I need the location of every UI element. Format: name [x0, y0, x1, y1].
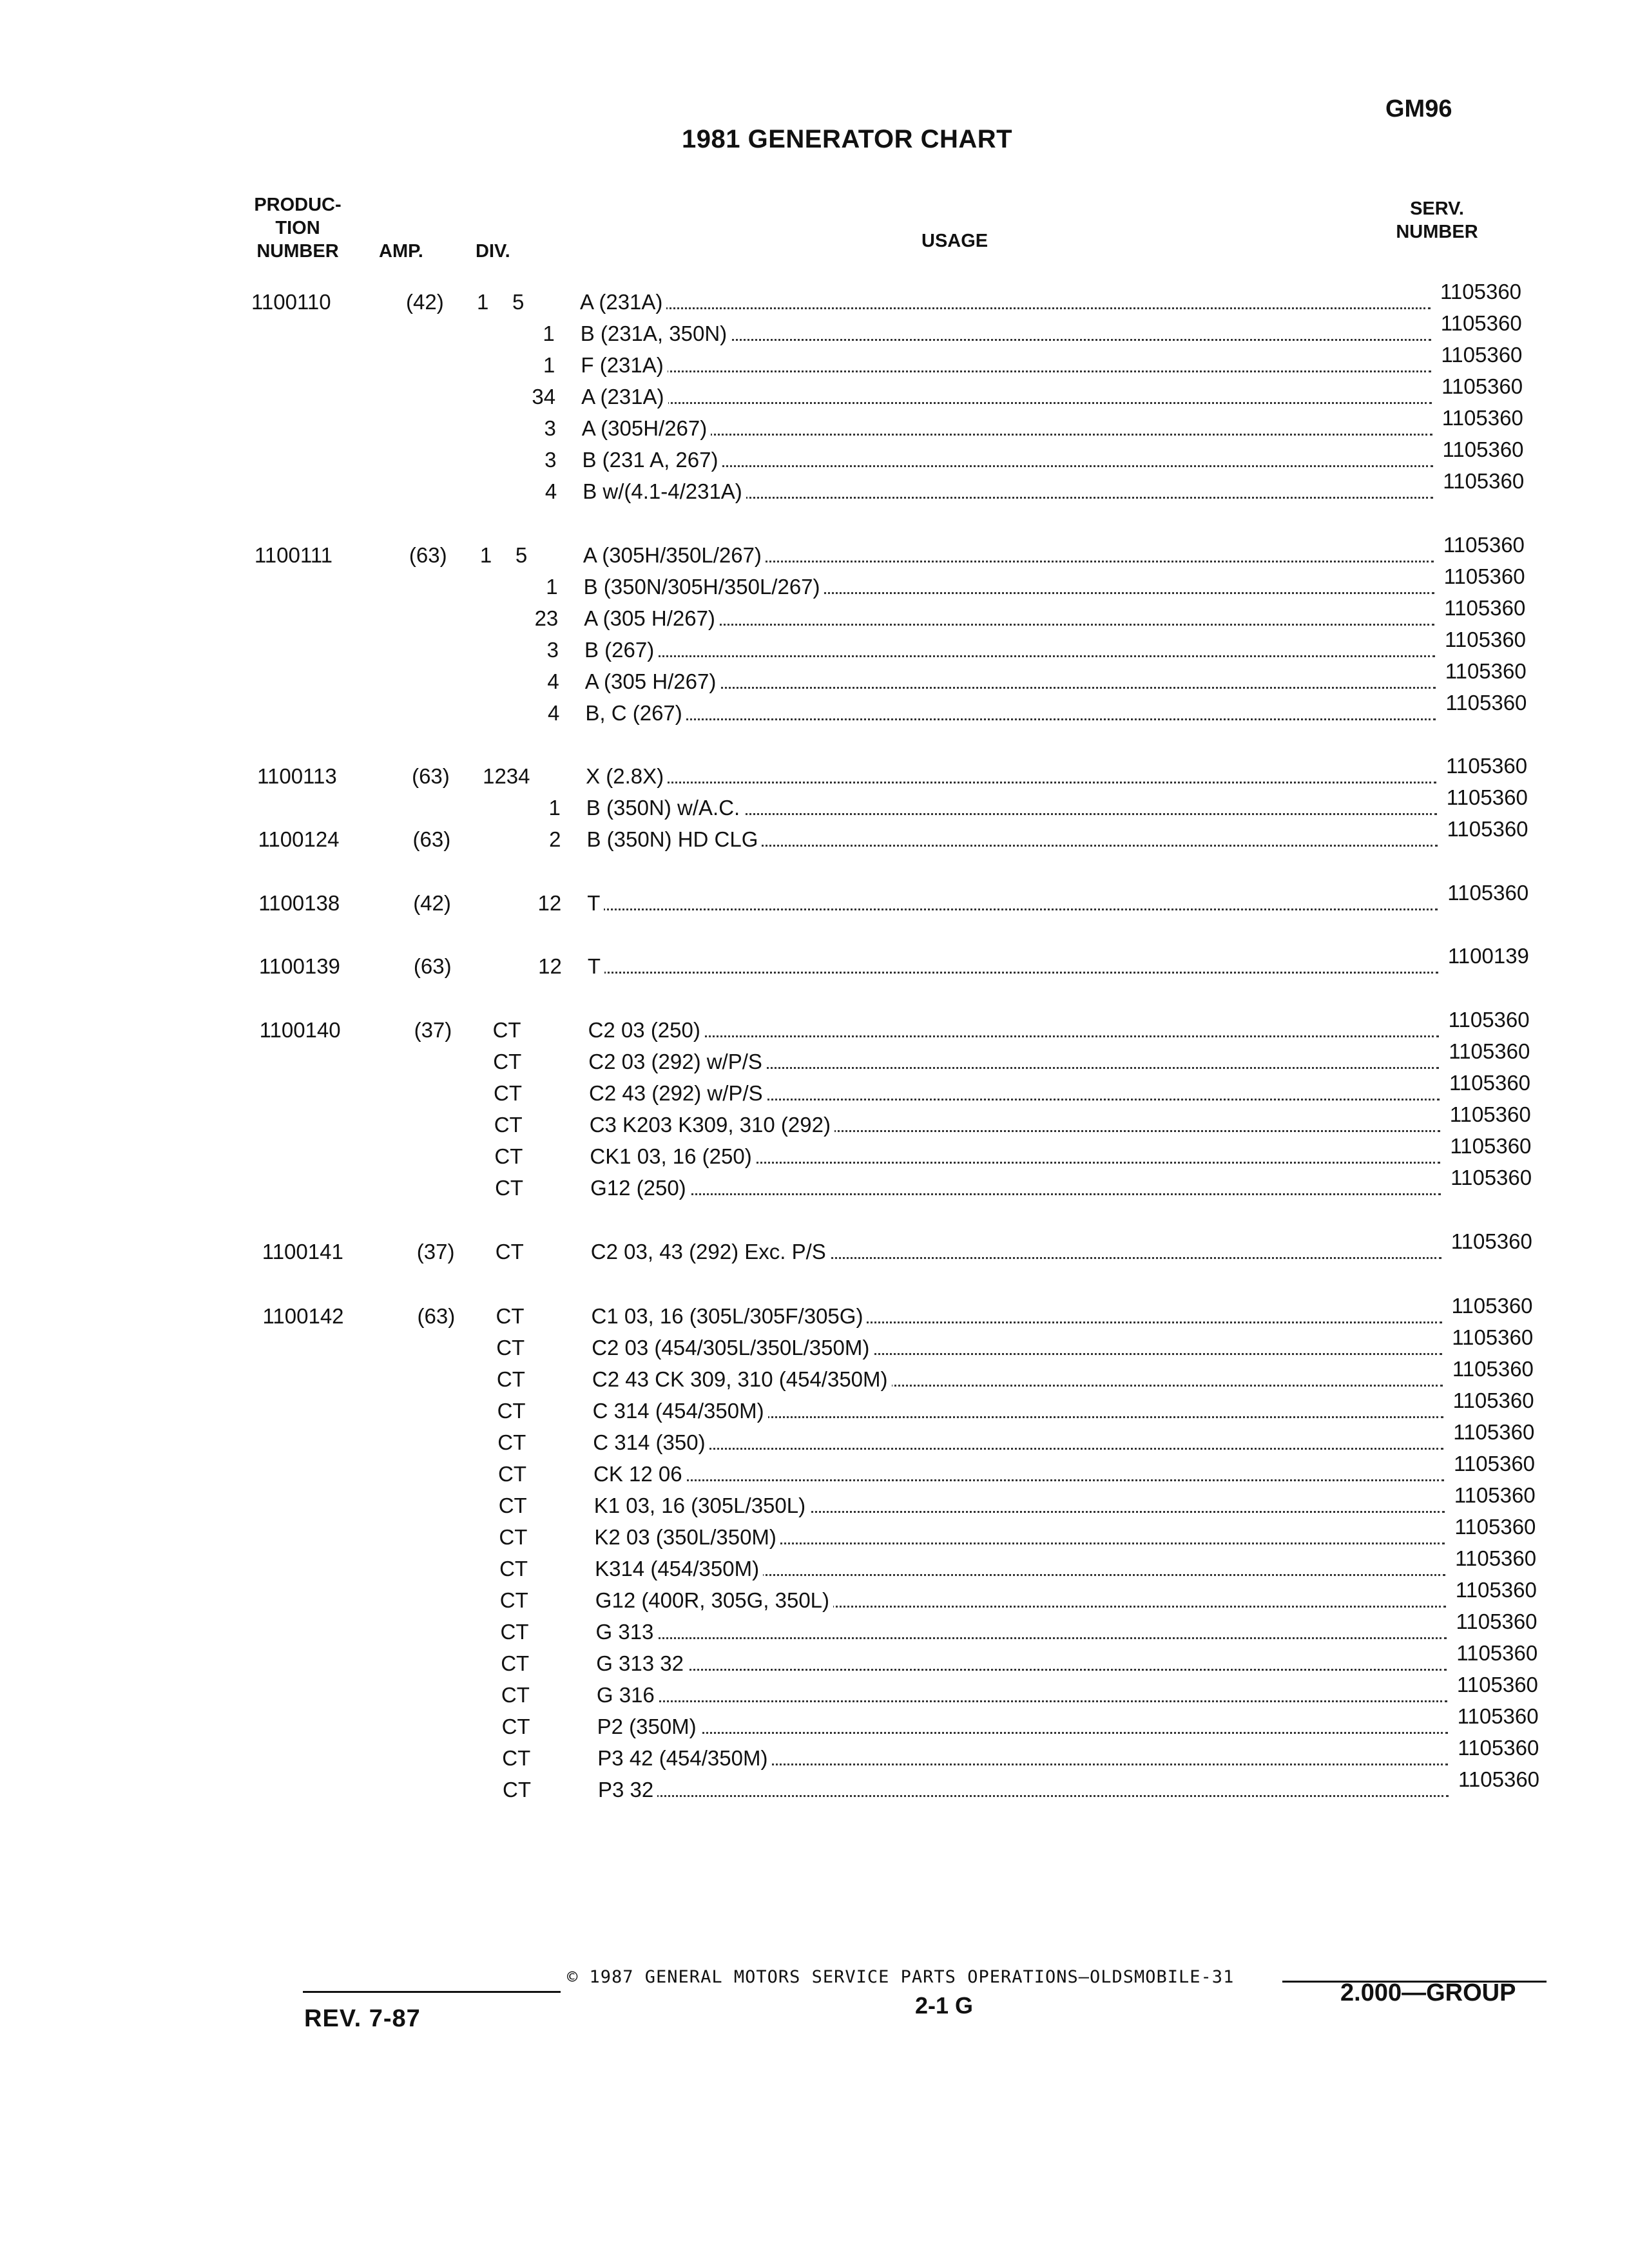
division-code: CT	[501, 1683, 530, 1707]
table-row	[269, 1767, 1558, 1804]
table-row	[256, 628, 1545, 664]
amp-rating: (63)	[409, 543, 447, 567]
dot-leader	[586, 782, 1436, 783]
usage-cell	[586, 762, 1436, 791]
division-code: CT	[498, 1494, 527, 1517]
service-number: 1105360	[1445, 659, 1527, 683]
division-code: 1 5	[479, 543, 528, 567]
division-code: 1	[548, 796, 561, 820]
division-code: 1234	[483, 764, 530, 788]
service-number: 1105360	[1454, 1515, 1536, 1539]
service-number: 1105360	[1458, 1736, 1539, 1760]
table-row	[267, 1578, 1556, 1615]
usage-cell	[582, 414, 1432, 443]
service-number: 1105360	[1454, 1452, 1536, 1475]
service-number: 1105360	[1455, 1578, 1537, 1602]
table-row	[258, 785, 1547, 822]
division-code: 23	[534, 606, 559, 630]
dot-leader	[580, 307, 1431, 309]
service-number: 1105360	[1453, 1420, 1535, 1444]
amp-rating: (42)	[406, 290, 444, 314]
service-number: 1105360	[1450, 1134, 1532, 1158]
usage-text: A (231A)	[581, 385, 668, 408]
division-code: CT	[494, 1081, 522, 1105]
production-number: 1100111	[254, 543, 333, 567]
usage-text: F (231A)	[581, 353, 667, 377]
table-row	[254, 437, 1543, 474]
usage-text: C 314 (350)	[593, 1430, 709, 1454]
usage-text: B (231 A, 267)	[583, 448, 722, 472]
usage-cell	[583, 477, 1433, 506]
service-number: 1105360	[1451, 1294, 1533, 1318]
dot-leader	[593, 1448, 1443, 1450]
header-service-line: SERV.	[1410, 198, 1464, 219]
division-code: CT	[497, 1399, 526, 1423]
table-row	[258, 944, 1548, 981]
usage-text: K2 03 (350L/350M)	[594, 1525, 780, 1549]
service-number: 1100139	[1447, 944, 1529, 968]
table-row	[264, 1420, 1553, 1457]
usage-cell	[593, 1397, 1443, 1425]
usage-text: P2 (350M)	[597, 1715, 700, 1738]
usage-text: P3 32	[598, 1778, 657, 1802]
division-code: CT	[500, 1620, 529, 1644]
table-row	[266, 1546, 1555, 1583]
usage-cell	[592, 1302, 1442, 1331]
table-row	[260, 1071, 1549, 1108]
usage-cell	[593, 1460, 1444, 1488]
service-number: 1105360	[1457, 1704, 1539, 1728]
page-number: 2-1 G	[915, 1992, 974, 2019]
usage-cell	[584, 636, 1435, 664]
service-number: 1105360	[1449, 1071, 1531, 1095]
production-number: 1100138	[258, 891, 340, 915]
service-number: 1105360	[1445, 691, 1527, 715]
division-code: 34	[532, 385, 556, 408]
service-number: 1105360	[1447, 817, 1528, 841]
usage-cell	[585, 668, 1436, 696]
service-number: 1105360	[1440, 311, 1522, 335]
division-code: 4	[547, 669, 559, 693]
division-code: CT	[496, 1304, 525, 1328]
dot-leader	[597, 1700, 1447, 1702]
usage-text: B (267)	[584, 638, 658, 662]
usage-text: B w/(4.1-4/231A)	[583, 479, 746, 503]
division-code: CT	[496, 1367, 525, 1391]
usage-cell	[595, 1555, 1445, 1583]
dot-leader	[588, 1035, 1439, 1037]
usage-text: CK1 03, 16 (250)	[590, 1144, 755, 1168]
usage-cell	[594, 1492, 1445, 1520]
division-code: 3	[544, 416, 556, 440]
usage-cell	[589, 1079, 1440, 1108]
dot-leader	[581, 370, 1431, 372]
table-row	[254, 469, 1543, 506]
usage-text: G 316	[597, 1683, 659, 1707]
table-row	[269, 1736, 1557, 1773]
copyright-notice: © 1987 GENERAL MOTORS SERVICE PARTS OPERATIONS—OLDSMOBILE-31	[567, 1967, 1235, 1987]
table-row	[265, 1515, 1554, 1552]
table-row	[253, 406, 1542, 443]
service-number: 1105360	[1454, 1483, 1536, 1507]
table-row	[267, 1641, 1556, 1678]
division-code: CT	[499, 1557, 528, 1581]
usage-cell	[590, 1111, 1440, 1139]
division-code: 12	[537, 891, 562, 915]
service-number: 1105360	[1456, 1673, 1538, 1696]
service-number: 1105360	[1451, 1166, 1532, 1189]
usage-cell	[581, 320, 1431, 348]
service-number: 1105360	[1445, 628, 1527, 651]
service-number: 1105360	[1446, 754, 1528, 778]
usage-cell	[585, 699, 1436, 727]
usage-cell	[598, 1776, 1449, 1804]
usage-cell	[588, 952, 1438, 981]
service-number: 1105360	[1441, 406, 1523, 430]
usage-text: G 313	[596, 1620, 658, 1644]
service-number: 1105360	[1443, 533, 1525, 557]
dot-leader	[593, 1479, 1444, 1481]
usage-text: B (350N/305H/350L/267)	[584, 575, 824, 599]
header-production-line: TION	[275, 218, 320, 238]
header-service-line: NUMBER	[1396, 222, 1478, 242]
division-code: CT	[502, 1746, 531, 1770]
table-row	[262, 1166, 1550, 1202]
usage-cell	[587, 825, 1438, 854]
usage-text: B (231A, 350N)	[581, 322, 731, 345]
service-number: 1105360	[1443, 469, 1525, 493]
usage-cell	[590, 1174, 1441, 1202]
header-production-line: NUMBER	[256, 241, 339, 262]
usage-cell	[580, 288, 1431, 316]
table-row	[252, 343, 1541, 380]
division-code: CT	[492, 1018, 521, 1042]
usage-text: A (305H/350L/267)	[583, 543, 766, 567]
amp-rating: (63)	[412, 764, 450, 788]
service-number: 1105360	[1455, 1546, 1537, 1570]
usage-text: A (305 H/267)	[584, 606, 719, 630]
table-row	[259, 1008, 1548, 1044]
usage-text: K1 03, 16 (305L/350L)	[594, 1494, 809, 1517]
division-code: 1	[543, 322, 555, 345]
dot-leader	[587, 908, 1438, 910]
division-code: CT	[499, 1525, 528, 1549]
table-row	[261, 1134, 1550, 1171]
table-row	[253, 374, 1541, 411]
dot-leader	[596, 1669, 1447, 1671]
group-number: 2.000—GROUP	[1340, 1979, 1516, 2006]
usage-cell	[588, 1048, 1439, 1076]
usage-cell	[594, 1523, 1445, 1552]
division-code: CT	[498, 1462, 526, 1486]
table-row	[264, 1357, 1552, 1394]
table-row	[258, 817, 1547, 854]
revision-date: REV. 7-87	[304, 2005, 421, 2032]
usage-text: B (350N) HD CLG	[587, 827, 762, 851]
division-code: CT	[499, 1588, 528, 1612]
table-row	[261, 1102, 1550, 1139]
service-number: 1105360	[1440, 280, 1522, 303]
usage-cell	[583, 446, 1433, 474]
production-number: 1100142	[262, 1304, 344, 1328]
service-number: 1105360	[1456, 1641, 1538, 1665]
dot-leader	[585, 718, 1436, 720]
usage-text: P3 42 (454/350M)	[597, 1746, 771, 1770]
usage-text: A (305H/267)	[582, 416, 711, 440]
usage-cell	[597, 1681, 1447, 1709]
production-number: 1100113	[257, 764, 337, 788]
table-row	[257, 754, 1546, 791]
table-row	[267, 1610, 1556, 1646]
division-code: 4	[548, 701, 560, 725]
division-code: CT	[494, 1113, 523, 1137]
service-number: 1105360	[1447, 881, 1529, 905]
amp-rating: (63)	[413, 954, 452, 978]
header-amp: AMP.	[379, 241, 423, 262]
table-row	[264, 1389, 1553, 1425]
service-number: 1105360	[1446, 785, 1528, 809]
service-number: 1105360	[1443, 564, 1525, 588]
usage-cell	[592, 1365, 1443, 1394]
table-row	[251, 280, 1540, 316]
division-code: 1	[543, 353, 555, 377]
division-code: 4	[545, 479, 557, 503]
amp-rating: (63)	[412, 827, 451, 851]
usage-text: K314 (454/350M)	[595, 1557, 763, 1581]
division-code: CT	[497, 1430, 526, 1454]
service-number: 1105360	[1441, 374, 1523, 398]
service-number: 1105360	[1442, 437, 1524, 461]
usage-cell	[590, 1142, 1440, 1171]
division-code: 3	[546, 638, 559, 662]
usage-cell	[586, 794, 1437, 822]
table-row	[265, 1483, 1554, 1520]
dot-leader	[597, 1732, 1448, 1734]
table-row	[256, 691, 1545, 727]
production-number: 1100140	[259, 1018, 341, 1042]
usage-cell	[584, 604, 1434, 633]
dot-leader	[598, 1795, 1449, 1797]
table-row	[262, 1294, 1552, 1331]
production-number: 1100110	[251, 290, 331, 314]
usage-cell	[592, 1334, 1442, 1362]
service-number: 1105360	[1444, 596, 1526, 620]
usage-cell	[588, 1016, 1439, 1044]
division-code: 2	[549, 827, 561, 851]
usage-cell	[597, 1713, 1448, 1741]
usage-cell	[583, 541, 1434, 570]
table-row	[252, 311, 1541, 348]
usage-text: A (305 H/267)	[585, 669, 720, 693]
usage-text: T	[587, 891, 604, 915]
table-row	[258, 881, 1547, 918]
table-row	[254, 533, 1543, 570]
usage-text: G12 (250)	[590, 1176, 690, 1200]
service-number: 1105360	[1449, 1039, 1530, 1063]
table-row	[256, 659, 1545, 696]
amp-rating: (37)	[414, 1018, 452, 1042]
usage-text: G 313 32	[596, 1651, 688, 1675]
usage-cell	[587, 889, 1438, 918]
dot-leader	[581, 402, 1432, 404]
table-row	[265, 1452, 1554, 1488]
table-row	[263, 1325, 1552, 1362]
usage-text: T	[588, 954, 604, 978]
usage-cell	[581, 383, 1432, 411]
service-number: 1105360	[1448, 1008, 1530, 1032]
usage-text: C2 03 (454/305L/350L/350M)	[592, 1336, 873, 1360]
usage-text: C2 43 CK 309, 310 (454/350M)	[592, 1367, 892, 1391]
service-number: 1105360	[1458, 1767, 1540, 1791]
header-div: DIV.	[476, 241, 510, 262]
division-code: 3	[545, 448, 557, 472]
usage-text: B, C (267)	[585, 701, 686, 725]
usage-text: G12 (400R, 305G, 350L)	[595, 1588, 833, 1612]
division-code: CT	[496, 1336, 525, 1360]
usage-text: X (2.8X)	[586, 764, 668, 788]
division-code: 1 5	[477, 290, 525, 314]
amp-rating: (37)	[416, 1240, 455, 1264]
usage-text: C2 03, 43 (292) Exc. P/S	[591, 1240, 830, 1264]
amp-rating: (63)	[417, 1304, 456, 1328]
page-title: 1981 GENERATOR CHART	[682, 125, 1013, 153]
document-code: GM96	[1385, 95, 1452, 122]
usage-text: C2 03 (292) w/P/S	[588, 1050, 766, 1073]
service-number: 1105360	[1449, 1102, 1531, 1126]
header-production-line: PRODUC-	[254, 195, 342, 215]
dot-leader	[584, 655, 1435, 657]
service-number: 1105360	[1451, 1229, 1532, 1253]
division-code: CT	[501, 1715, 530, 1738]
division-code: CT	[494, 1144, 523, 1168]
service-number: 1105360	[1441, 343, 1523, 367]
division-code: CT	[503, 1778, 531, 1802]
usage-cell	[597, 1744, 1448, 1773]
division-code: CT	[493, 1050, 522, 1073]
table-row	[262, 1229, 1551, 1266]
table-row	[255, 564, 1544, 601]
usage-cell	[584, 573, 1434, 601]
usage-text: C1 03, 16 (305L/305F/305G)	[592, 1304, 867, 1328]
dot-leader	[596, 1637, 1447, 1639]
usage-cell	[591, 1238, 1441, 1266]
table-row	[269, 1704, 1557, 1741]
usage-cell	[596, 1649, 1447, 1678]
dot-leader	[588, 972, 1438, 974]
service-number: 1105360	[1452, 1389, 1534, 1412]
production-number: 1100124	[258, 827, 340, 851]
division-code: CT	[495, 1240, 524, 1264]
usage-cell	[593, 1428, 1443, 1457]
production-number: 1100139	[258, 954, 340, 978]
division-code: CT	[501, 1651, 530, 1675]
usage-cell	[595, 1586, 1446, 1615]
service-number: 1105360	[1452, 1357, 1534, 1381]
service-number: 1105360	[1452, 1325, 1534, 1349]
usage-text: C 314 (454/350M)	[593, 1399, 768, 1423]
usage-cell	[581, 351, 1431, 380]
division-code: 1	[546, 575, 558, 599]
header-usage: USAGE	[921, 231, 988, 251]
table-row	[255, 596, 1544, 633]
service-number: 1105360	[1456, 1610, 1537, 1633]
usage-cell	[596, 1618, 1447, 1646]
production-number: 1100141	[262, 1240, 343, 1264]
usage-text: C2 43 (292) w/P/S	[589, 1081, 767, 1105]
table-row	[260, 1039, 1548, 1076]
division-code: CT	[495, 1176, 524, 1200]
division-code: 12	[538, 954, 562, 978]
usage-text: CK 12 06	[593, 1462, 686, 1486]
dot-leader	[590, 1193, 1441, 1195]
footer-rule-left	[303, 1991, 561, 1993]
usage-text: C2 03 (250)	[588, 1018, 704, 1042]
amp-rating: (42)	[413, 891, 451, 915]
table-row	[268, 1673, 1557, 1709]
usage-text: B (350N) w/A.C.	[586, 796, 744, 820]
usage-text: A (231A)	[580, 290, 666, 314]
usage-text: C3 K203 K309, 310 (292)	[590, 1113, 834, 1137]
